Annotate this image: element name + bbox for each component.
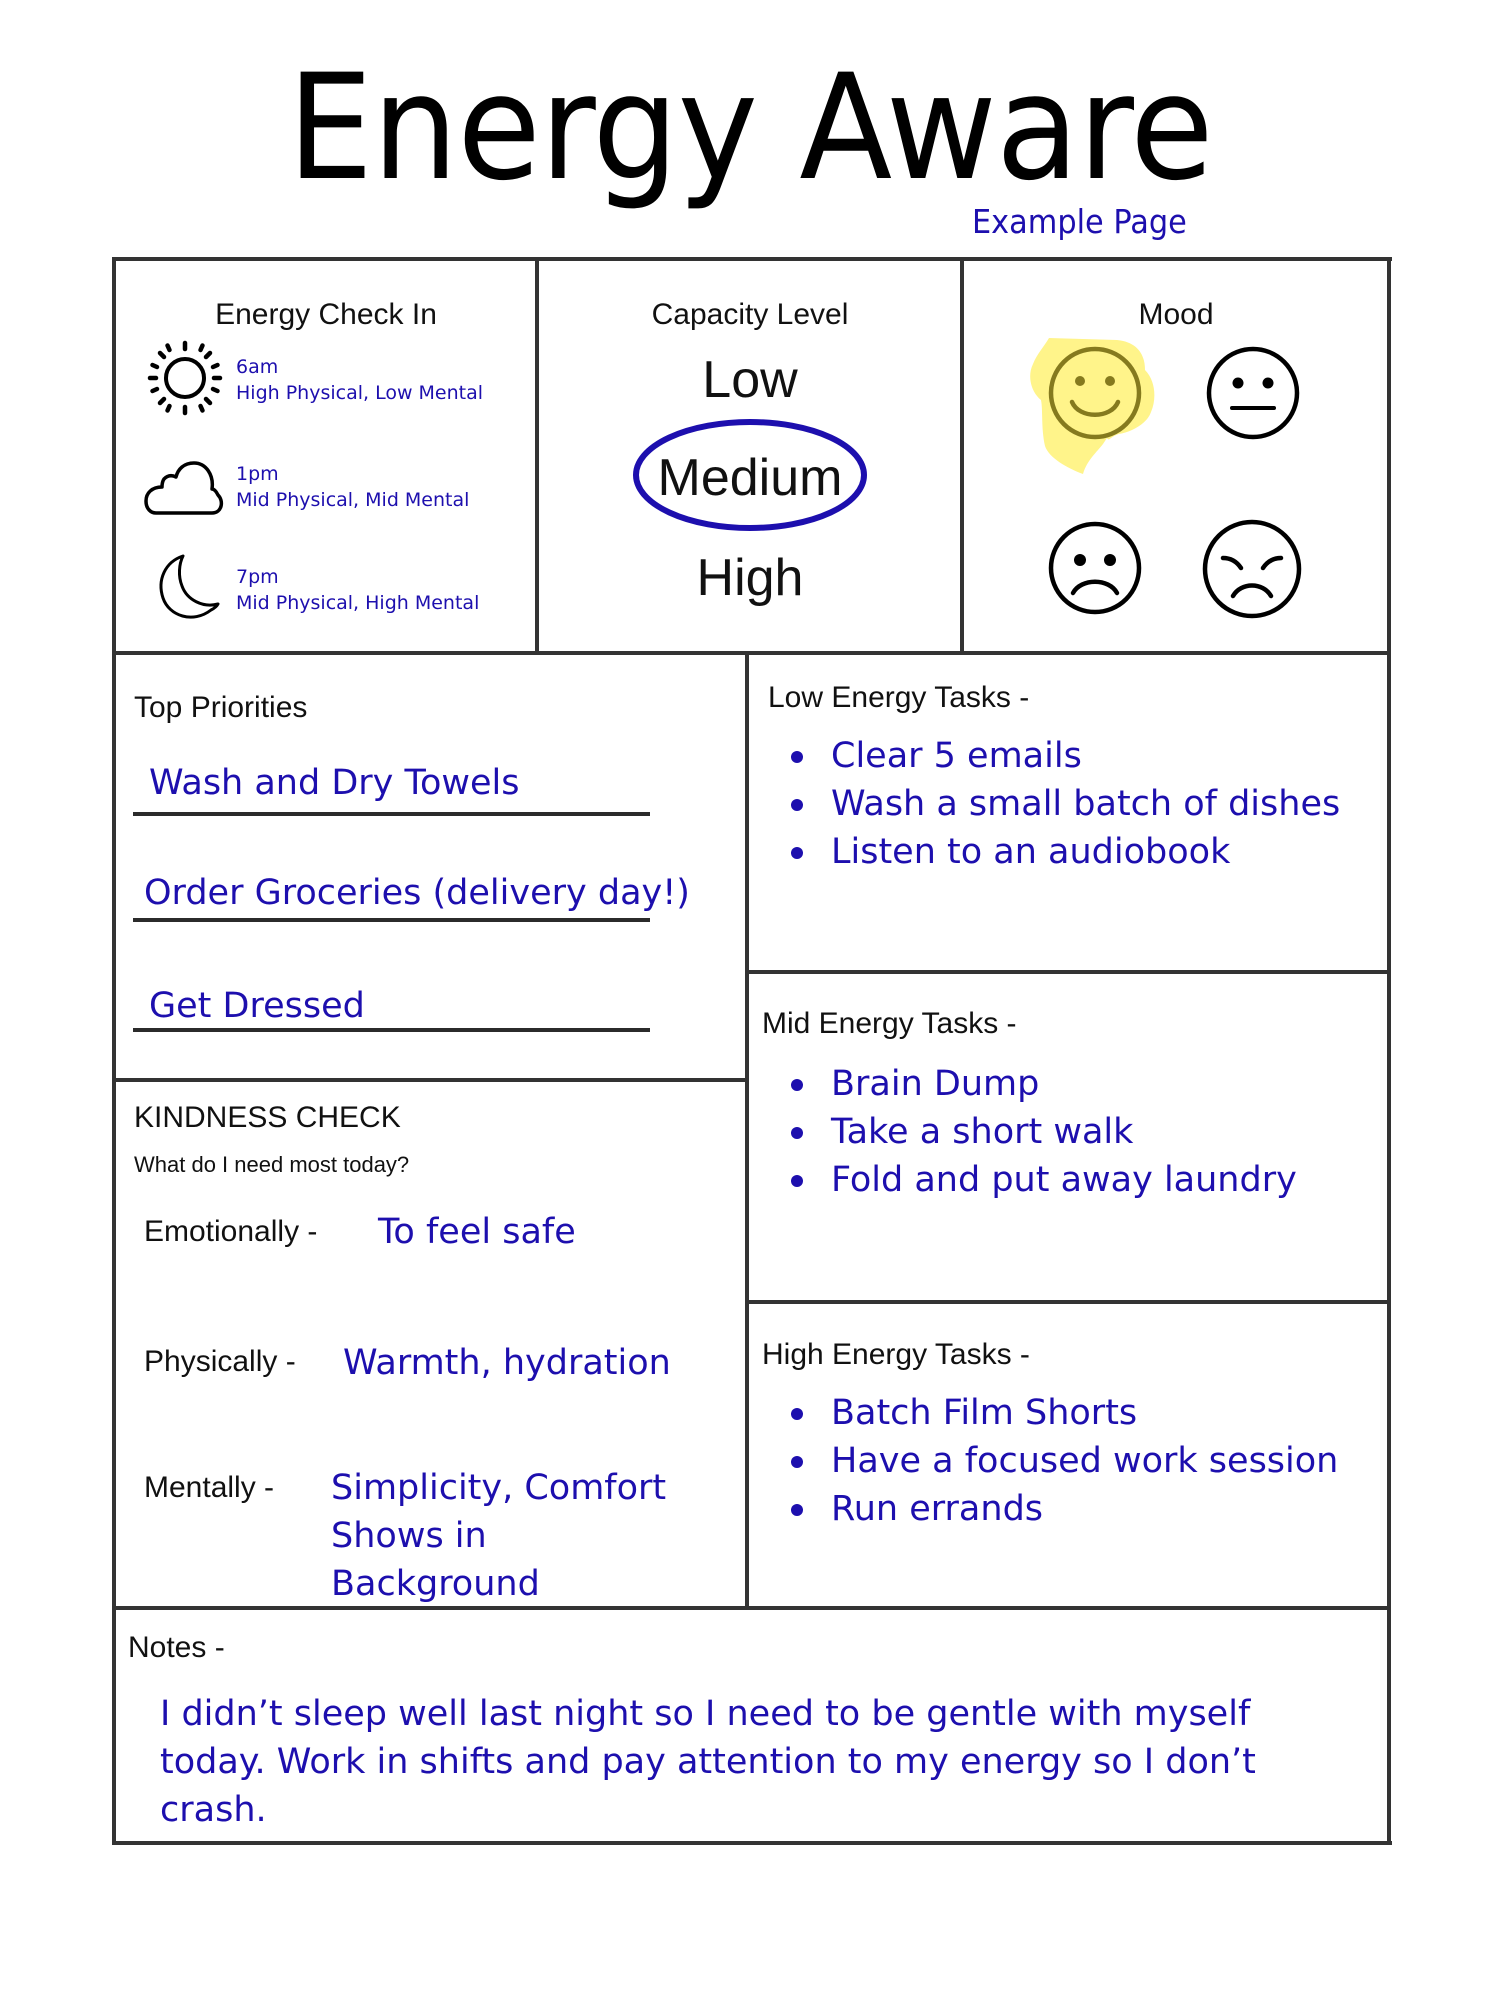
task-text: Brain Dump bbox=[831, 1064, 1040, 1104]
bullet-icon bbox=[791, 1504, 803, 1516]
bullet-icon bbox=[791, 1079, 803, 1091]
check-in-time: 1pm bbox=[236, 463, 279, 485]
page-subtitle: Example Page bbox=[972, 202, 1187, 241]
capacity-level-heading: Capacity Level bbox=[651, 298, 849, 331]
bullet-icon bbox=[791, 1456, 803, 1468]
bullet-icon bbox=[791, 1127, 803, 1139]
task-text: Have a focused work session bbox=[831, 1441, 1339, 1481]
task-text: Run errands bbox=[831, 1489, 1044, 1529]
task-item[interactable] bbox=[783, 1485, 1338, 1533]
task-item[interactable] bbox=[783, 1437, 1338, 1485]
divider-top-row-bottom bbox=[113, 651, 1390, 655]
kindness-value-mentally[interactable]: Simplicity, Comfort bbox=[331, 1468, 667, 1508]
high-energy-task-list bbox=[783, 1389, 1338, 1533]
bullet-icon bbox=[791, 1408, 803, 1420]
task-text: Fold and put away laundry bbox=[831, 1160, 1297, 1200]
check-in-time: 6am bbox=[236, 356, 279, 378]
check-in-description: Mid Physical, High Mental bbox=[236, 592, 480, 614]
kindness-label-physically: Physically - bbox=[144, 1345, 296, 1378]
mood-heading: Mood bbox=[1138, 298, 1214, 331]
sad-face-icon[interactable] bbox=[1047, 520, 1143, 616]
check-in-description: Mid Physical, Mid Mental bbox=[236, 489, 470, 511]
bullet-icon bbox=[791, 847, 803, 859]
bullet-icon bbox=[791, 1175, 803, 1187]
divider-priorities-bottom bbox=[113, 1078, 747, 1082]
task-text: Batch Film Shorts bbox=[831, 1393, 1138, 1433]
task-item[interactable] bbox=[783, 828, 1340, 876]
divider-notes-top bbox=[113, 1606, 1390, 1610]
happy-face-icon[interactable] bbox=[1047, 345, 1143, 441]
priority-underline bbox=[133, 812, 650, 816]
task-text: Clear 5 emails bbox=[831, 736, 1082, 776]
capacity-option-high[interactable]: High bbox=[696, 549, 804, 607]
low-energy-task-list bbox=[783, 732, 1340, 876]
task-item[interactable] bbox=[783, 1389, 1338, 1437]
moon-icon bbox=[155, 552, 225, 624]
angry-face-icon[interactable] bbox=[1201, 518, 1303, 620]
kindness-label-emotionally: Emotionally - bbox=[144, 1215, 318, 1248]
check-in-time: 7pm bbox=[236, 566, 279, 588]
priority-underline bbox=[133, 1028, 650, 1032]
divider-mid-bottom bbox=[747, 1300, 1389, 1304]
priority-underline bbox=[133, 918, 650, 922]
high-energy-tasks-heading: High Energy Tasks - bbox=[762, 1338, 1030, 1371]
neutral-face-icon[interactable] bbox=[1205, 345, 1301, 441]
top-priorities-heading: Top Priorities bbox=[134, 691, 308, 724]
energy-check-in-heading: Energy Check In bbox=[215, 298, 437, 331]
divider-middle-vertical bbox=[745, 653, 749, 1610]
task-text: Take a short walk bbox=[831, 1112, 1134, 1152]
task-item[interactable] bbox=[783, 1060, 1297, 1108]
page-title: Energy Aware bbox=[287, 43, 1213, 213]
task-item[interactable] bbox=[783, 780, 1340, 828]
kindness-check-subheading: What do I need most today? bbox=[134, 1152, 410, 1177]
outer-border-top bbox=[113, 257, 1392, 261]
kindness-check-heading: KINDNESS CHECK bbox=[134, 1101, 401, 1134]
notes-text[interactable]: I didn’t sleep well last night so I need to be gentle with myself today. Work in shifts and pay attention to my energy so I don’t crash. bbox=[160, 1694, 1256, 1830]
priority-item[interactable]: Order Groceries (delivery day!) bbox=[144, 873, 690, 913]
task-item[interactable] bbox=[783, 1108, 1297, 1156]
kindness-value-physically[interactable]: Warmth, hydration bbox=[343, 1343, 671, 1383]
outer-border-bottom bbox=[113, 1841, 1392, 1845]
cloud-icon bbox=[142, 455, 226, 519]
bullet-icon bbox=[791, 799, 803, 811]
capacity-option-low[interactable]: Low bbox=[702, 351, 798, 409]
bullet-icon bbox=[791, 751, 803, 763]
notes-heading: Notes - bbox=[128, 1631, 225, 1664]
kindness-value-mentally: Shows in bbox=[331, 1516, 487, 1556]
task-text: Wash a small batch of dishes bbox=[831, 784, 1341, 824]
divider-low-bottom bbox=[747, 970, 1389, 974]
sun-icon bbox=[145, 338, 225, 418]
capacity-option-medium[interactable]: Medium bbox=[657, 449, 843, 507]
kindness-value-mentally: Background bbox=[331, 1564, 540, 1604]
task-item[interactable] bbox=[783, 732, 1340, 780]
kindness-label-mentally: Mentally - bbox=[144, 1471, 275, 1504]
low-energy-tasks-heading: Low Energy Tasks - bbox=[768, 681, 1030, 714]
check-in-description: High Physical, Low Mental bbox=[236, 382, 484, 404]
priority-item[interactable]: Get Dressed bbox=[149, 986, 365, 1026]
mid-energy-tasks-heading: Mid Energy Tasks - bbox=[762, 1007, 1017, 1040]
priority-item[interactable]: Wash and Dry Towels bbox=[149, 763, 520, 803]
kindness-value-emotionally[interactable]: To feel safe bbox=[378, 1212, 576, 1252]
task-item[interactable] bbox=[783, 1156, 1297, 1204]
mid-energy-task-list bbox=[783, 1060, 1297, 1204]
task-text: Listen to an audiobook bbox=[831, 832, 1231, 872]
